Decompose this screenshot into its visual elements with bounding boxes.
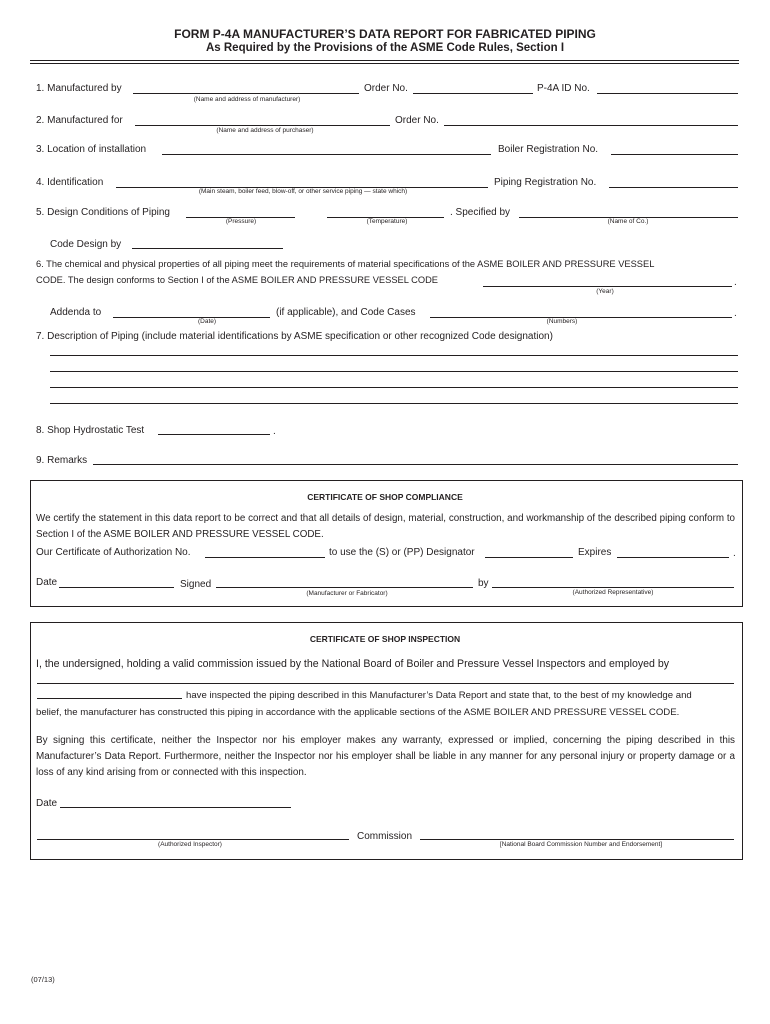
- purchaser-caption: (Name and address of purchaser): [216, 127, 314, 134]
- header-rule-2: [30, 63, 739, 64]
- hydrostatic-test-input-line[interactable]: [158, 434, 270, 435]
- inspection-date-input-line[interactable]: [60, 807, 291, 808]
- by-label: by: [478, 578, 489, 589]
- manufacturer-fabricator-caption: (Manufacturer or Fabricator): [306, 590, 388, 597]
- boiler-registration-input-line[interactable]: [611, 154, 738, 155]
- designator-input-line[interactable]: [485, 557, 573, 558]
- code-design-label: Code Design by: [50, 239, 122, 250]
- compliance-title: CERTIFICATE OF SHOP COMPLIANCE: [307, 492, 463, 502]
- temperature-caption: (Temperature): [366, 218, 408, 225]
- order-no-2-label: Order No.: [395, 115, 439, 126]
- signed-input-line[interactable]: [216, 587, 473, 588]
- piping-registration-input-line[interactable]: [609, 187, 738, 188]
- field-1-label: 1. Manufactured by: [36, 83, 122, 94]
- representative-input-line[interactable]: [492, 587, 734, 588]
- representative-caption: (Authorized Representative): [572, 589, 654, 596]
- employer-input-line[interactable]: [37, 683, 734, 684]
- commission-label: Commission: [357, 831, 413, 842]
- field-6-text-line-1: 6. The chemical and physical properties of all piping meet the requirements of material specifications of the ASME BOILER AND PRESSURE VESSEL: [36, 259, 655, 269]
- inspection-text-1: I, the undersigned, holding a valid commission issued by the National Board of Boiler and Pressure Vessel Inspectors and employed by: [36, 658, 670, 670]
- revision-date: (07/13): [31, 975, 55, 984]
- inspection-text-2b: belief, the manufacturer has constructed this piping in accordance with the applicable sections of the ASME BOILER AND PRESSURE VESSEL CODE.: [36, 707, 680, 718]
- name-of-co-caption: (Name of Co.): [607, 218, 649, 225]
- p4a-id-input-line[interactable]: [597, 93, 738, 94]
- form-title: FORM P-4A MANUFACTURER’S DATA REPORT FOR FABRICATED PIPING: [174, 27, 596, 41]
- code-year-input-line[interactable]: [483, 286, 732, 287]
- field-8-label: 8. Shop Hydrostatic Test: [36, 425, 145, 436]
- specified-by-label: . Specified by: [450, 207, 511, 218]
- field-6-text-line-2: CODE. The design conforms to Section I of the ASME BOILER AND PRESSURE VESSEL CODE: [36, 275, 438, 285]
- addenda-label: Addenda to: [50, 307, 102, 318]
- identification-caption: (Main steam, boiler feed, blow-off, or other service piping — state which): [198, 188, 408, 195]
- expires-label: Expires: [578, 547, 612, 558]
- period-3: .: [273, 426, 276, 437]
- manufacturer-input-line[interactable]: [133, 93, 359, 94]
- inspector-caption: (Authorized Inspector): [158, 841, 222, 848]
- compliance-date-label: Date: [36, 577, 58, 588]
- authorization-input-line[interactable]: [205, 557, 325, 558]
- inspection-text-2a: have inspected the piping described in this Manufacturer’s Data Report and state that, to the best of my knowledge and: [186, 690, 692, 701]
- remarks-input-line[interactable]: [93, 464, 738, 465]
- employer-input-line-2[interactable]: [37, 698, 182, 699]
- addenda-date-input-line[interactable]: [113, 317, 270, 318]
- expires-input-line[interactable]: [617, 557, 729, 558]
- compliance-text: We certify the statement in this data report to be correct and that all details of design, material, construction, and workmanship of the described piping conform to Section I of the ASME BOILER AND PRESSURE VESSEL CODE.: [36, 513, 735, 540]
- inspection-text-3: By signing this certificate, neither the Inspector nor his employer makes any warranty, expressed or implied, concerning the piping described in this Manufacturer’s Data Report. Furthermore, neither the Inspector nor his employer shall be liable in any manner for any personal injury or property damage or a loss of any kind arising from or connected with this inspection.: [36, 735, 735, 778]
- code-design-input-line[interactable]: [132, 248, 283, 249]
- nb-commission-caption: [National Board Commission Number and Endorsement]: [499, 841, 663, 848]
- designator-label: to use the (S) or (PP) Designator: [329, 547, 475, 558]
- order-no-label: Order No.: [364, 83, 408, 94]
- period-1: .: [734, 277, 737, 288]
- period-2: .: [734, 308, 737, 319]
- field-9-label: 9. Remarks: [36, 455, 88, 466]
- description-line-1[interactable]: [50, 355, 738, 356]
- field-5-label: 5. Design Conditions of Piping: [36, 207, 170, 218]
- field-3-label: 3. Location of installation: [36, 144, 147, 155]
- year-caption: (Year): [596, 288, 614, 295]
- inspection-date-label: Date: [36, 798, 58, 809]
- inspection-title: CERTIFICATE OF SHOP INSPECTION: [309, 634, 461, 644]
- boiler-registration-label: Boiler Registration No.: [498, 144, 599, 155]
- signed-label: Signed: [180, 579, 212, 590]
- period-4: .: [733, 548, 736, 559]
- pressure-caption: (Pressure): [225, 218, 257, 225]
- order-no-input-line[interactable]: [413, 93, 533, 94]
- purchaser-input-line[interactable]: [135, 125, 390, 126]
- description-line-3[interactable]: [50, 387, 738, 388]
- authorization-label: Our Certificate of Authorization No.: [36, 547, 191, 558]
- addenda-date-caption: (Date): [197, 318, 217, 325]
- field-4-label: 4. Identification: [36, 177, 104, 188]
- p4a-id-label: P-4A ID No.: [537, 83, 590, 94]
- compliance-date-input-line[interactable]: [59, 587, 174, 588]
- field-7-label: 7. Description of Piping (include material identifications by ASME specification or other recognized Code designation): [36, 331, 553, 342]
- code-cases-label: (if applicable), and Code Cases: [276, 307, 416, 318]
- code-cases-input-line[interactable]: [430, 317, 732, 318]
- field-2-label: 2. Manufactured for: [36, 115, 123, 126]
- commission-input-line[interactable]: [420, 839, 734, 840]
- header-rule-1: [30, 60, 739, 61]
- piping-registration-label: Piping Registration No.: [494, 177, 597, 188]
- form-subtitle: As Required by the Provisions of the ASME Code Rules, Section I: [205, 42, 565, 54]
- description-line-2[interactable]: [50, 371, 738, 372]
- description-line-4[interactable]: [50, 403, 738, 404]
- order-no-2-input-line[interactable]: [444, 125, 738, 126]
- location-input-line[interactable]: [162, 154, 491, 155]
- manufacturer-caption: (Name and address of manufacturer): [193, 96, 301, 103]
- numbers-caption: (Numbers): [546, 318, 578, 325]
- inspector-signature-line[interactable]: [37, 839, 349, 840]
